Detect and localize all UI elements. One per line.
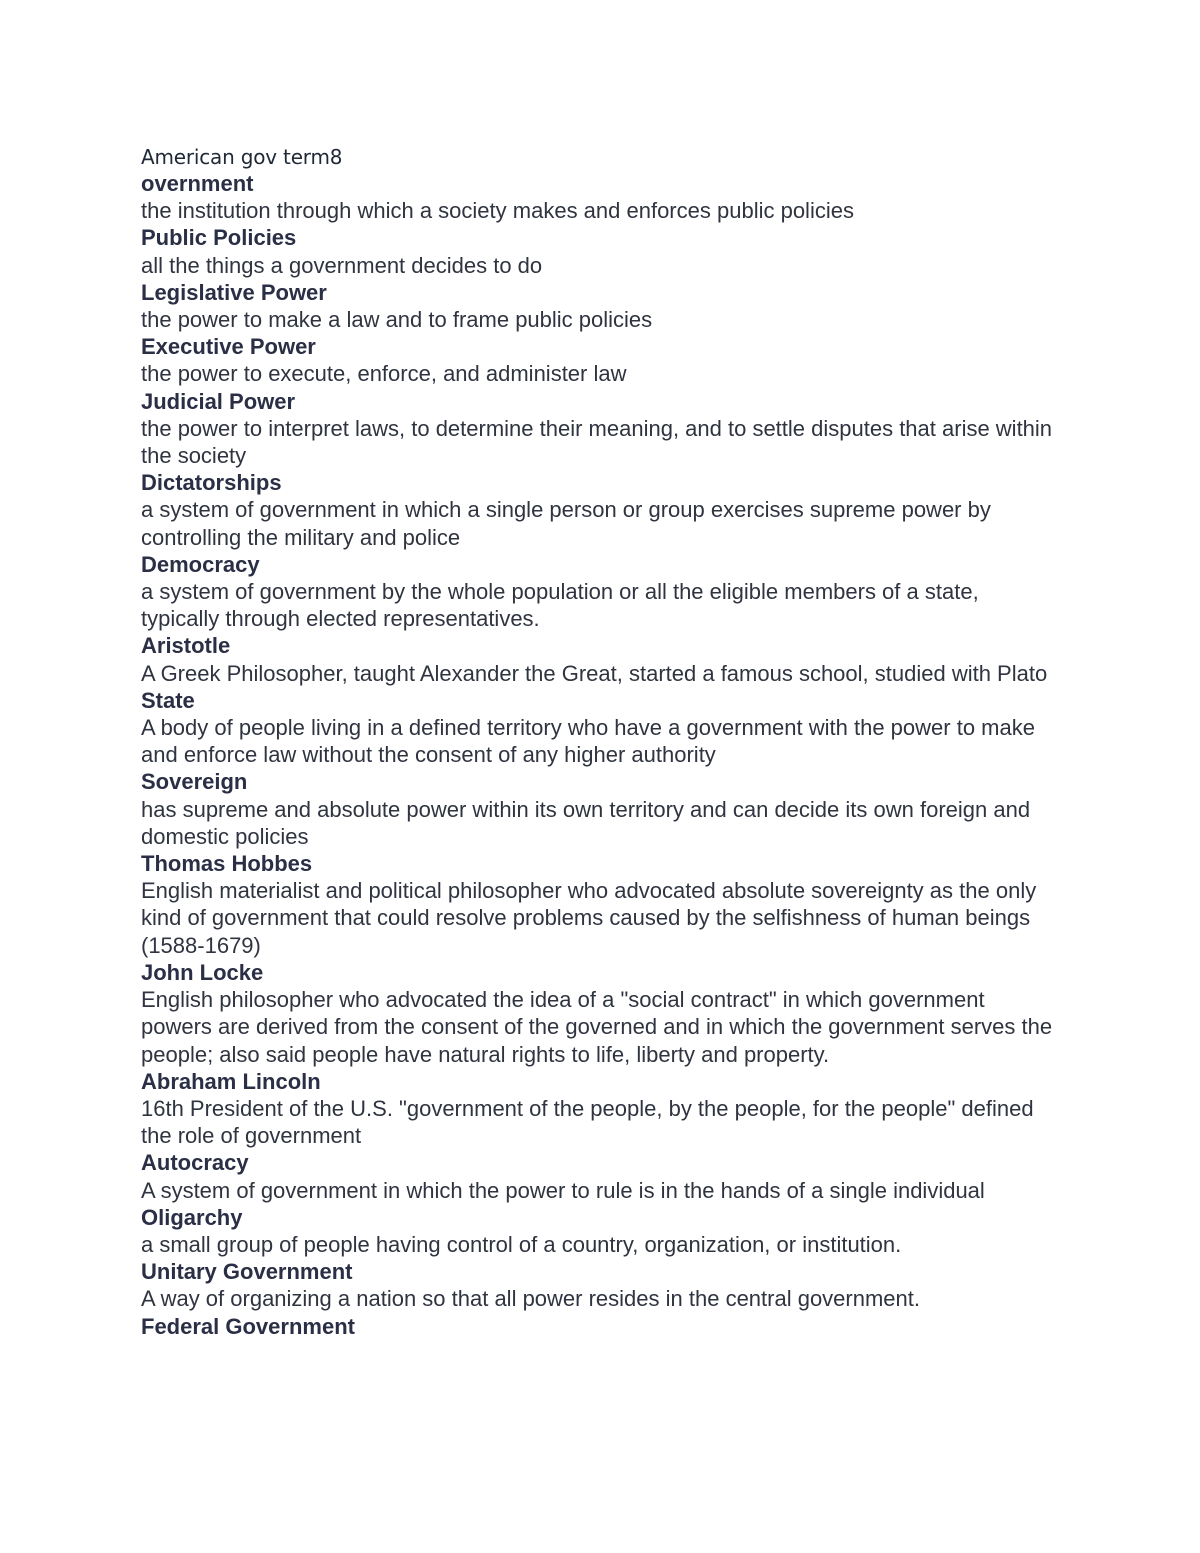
- glossary-entry: [141, 1204, 1061, 1258]
- entry-definition: A body of people living in a defined territory who have a government with the power to make and enforce law without the consent of any higher authority: [141, 715, 1035, 768]
- entry-definition: the power to make a law and to frame public policies: [141, 307, 653, 333]
- entry-term: Judicial Power: [141, 388, 296, 414]
- glossary-entry: [141, 333, 1061, 387]
- entry-term: Thomas Hobbes: [141, 851, 313, 877]
- entry-definition: the power to execute, enforce, and administer law: [141, 361, 627, 387]
- glossary-entry: [141, 850, 1061, 959]
- glossary-entry: [141, 687, 1061, 769]
- entry-definition: A Greek Philosopher, taught Alexander the Great, started a famous school, studied with Plato: [141, 660, 1048, 686]
- entry-definition: the power to interpret laws, to determine their meaning, and to settle disputes that arise within the society: [141, 415, 1053, 469]
- glossary-entry: [141, 632, 1061, 686]
- glossary-entry: [141, 959, 1061, 1068]
- entry-definition: all the things a government decides to do: [141, 252, 543, 278]
- document-page: [141, 144, 1061, 1340]
- entry-term: Oligarchy: [141, 1204, 243, 1230]
- entry-definition: English materialist and political philosopher who advocated absolute sovereignty as the only kind of government that could resolve problems caused by the selfishness of human beings (1588-1679): [141, 878, 1037, 958]
- entry-term: John Locke: [141, 959, 264, 985]
- entry-definition: A system of government in which the power to rule is in the hands of a single individual: [141, 1177, 985, 1203]
- entry-term: Aristotle: [141, 633, 231, 659]
- entry-term: State: [141, 687, 195, 713]
- entry-term: Unitary Government: [141, 1259, 353, 1285]
- entry-definition: 16th President of the U.S. "government of the people, by the people, for the people" defined the role of government: [141, 1095, 1034, 1149]
- entry-definition: a system of government by the whole population or all the eligible members of a state, typically through elected representatives.: [141, 579, 979, 632]
- glossary-entry: [141, 768, 1061, 850]
- entry-definition: has supreme and absolute power within its own territory and can decide its own foreign and domestic policies: [141, 796, 1031, 849]
- glossary-entry: [141, 551, 1061, 633]
- entry-term: Public Policies: [141, 225, 297, 251]
- glossary-entry: [141, 388, 1061, 470]
- glossary-entry: [141, 170, 1061, 224]
- entry-term: Democracy: [141, 551, 260, 577]
- glossary-entry: [141, 1313, 1061, 1340]
- entry-term: Legislative Power: [141, 279, 327, 305]
- entry-term: Abraham Lincoln: [141, 1068, 321, 1094]
- document-title: American gov term8: [141, 145, 343, 169]
- entry-definition: a system of government in which a single person or group exercises supreme power by controlling the military and police: [141, 497, 991, 550]
- glossary-entry: [141, 469, 1061, 551]
- glossary-entry: [141, 1258, 1061, 1312]
- entry-definition: English philosopher who advocated the idea of a "social contract" in which government powers are derived from the consent of the governed and in which the government serves the people; also said people have natural rights to life, liberty and property.: [141, 987, 1053, 1067]
- entry-term: Sovereign: [141, 769, 248, 795]
- entry-term: overnment: [141, 171, 254, 196]
- glossary-entry: [141, 279, 1061, 333]
- entry-definition: the institution through which a society makes and enforces public policies: [141, 198, 854, 224]
- entry-term: Autocracy: [141, 1150, 249, 1176]
- glossary-entry: [141, 1068, 1061, 1150]
- entry-definition: a small group of people having control of a country, organization, or institution.: [141, 1231, 902, 1257]
- glossary-entry: [141, 1149, 1061, 1203]
- glossary-entry: [141, 224, 1061, 278]
- entry-definition: A way of organizing a nation so that all power resides in the central government.: [141, 1286, 921, 1312]
- entry-term: Federal Government: [141, 1313, 355, 1339]
- entry-term: Dictatorships: [141, 470, 282, 496]
- entry-term: Executive Power: [141, 334, 316, 360]
